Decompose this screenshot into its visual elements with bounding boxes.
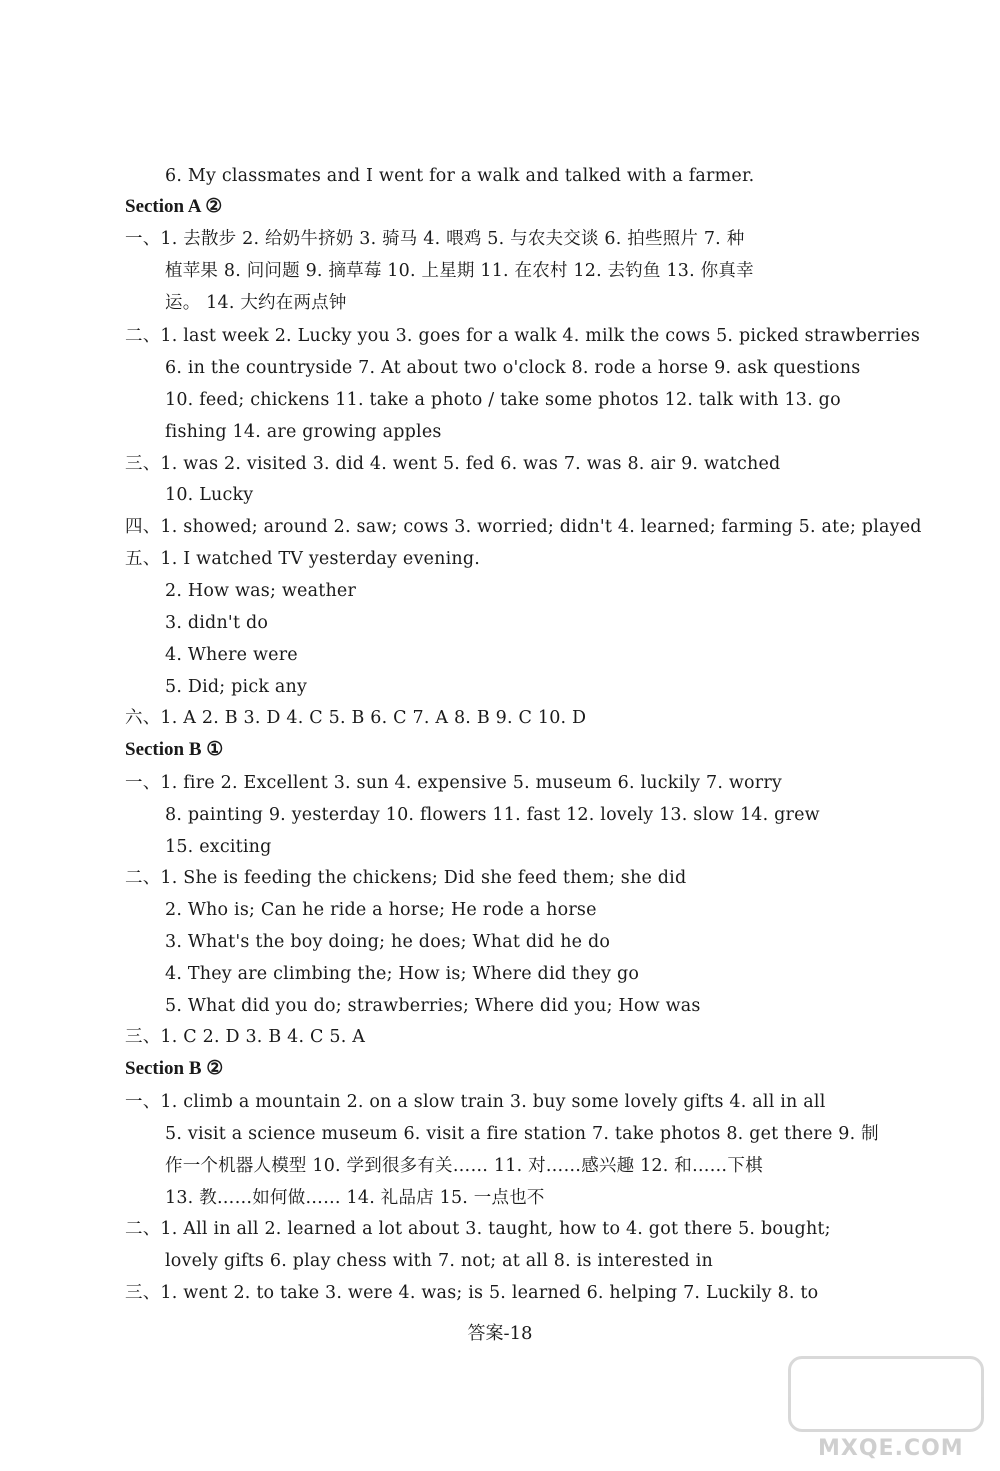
answer-line: 五、1. I watched TV yesterday evening.	[125, 549, 481, 569]
answer-line: 8. painting 9. yesterday 10. flowers 11. fast 12. lovely 13. slow 14. grew	[165, 805, 820, 825]
answer-line: 三、1. C 2. D 3. B 4. C 5. A	[125, 1027, 366, 1047]
answer-line: 5. Did; pick any	[165, 677, 308, 697]
answer-line: 15. exciting	[165, 837, 272, 857]
watermark	[788, 1356, 978, 1461]
answer-line: 二、1. last week 2. Lucky you 3. goes for a walk 4. milk the cows 5. picked strawberries	[125, 326, 921, 346]
watermark-logo-icon	[788, 1356, 984, 1432]
answer-line: 13. 教……如何做…… 14. 礼品店 15. 一点也不	[165, 1188, 545, 1208]
answer-line: 六、1. A 2. B 3. D 4. C 5. B 6. C 7. A 8. B 9. C 10. D	[125, 708, 587, 728]
answer-line: 作一个机器人模型 10. 学到很多有关…… 11. 对……感兴趣 12. 和……下棋	[165, 1156, 763, 1176]
answer-line: 10. feed; chickens 11. take a photo / take some photos 12. talk with 13. go	[165, 390, 841, 410]
answer-line: 2. How was; weather	[165, 581, 357, 601]
answer-line: 一、1. fire 2. Excellent 3. sun 4. expensive 5. museum 6. luckily 7. worry	[125, 773, 782, 793]
page-footer: 答案-18	[467, 1323, 533, 1344]
answer-line: 二、1. All in all 2. learned a lot about 3. taught, how to 4. got there 5. bought;	[125, 1219, 831, 1239]
answer-line: 4. Where were	[165, 645, 298, 665]
answer-line: lovely gifts 6. play chess with 7. not; at all 8. is interested in	[165, 1251, 713, 1271]
watermark-url: MXQE.COM	[818, 1436, 964, 1461]
answer-line: 三、1. was 2. visited 3. did 4. went 5. fed 6. was 7. was 8. air 9. watched	[125, 454, 781, 474]
answer-line: 6. in the countryside 7. At about two o'clock 8. rode a horse 9. ask questions	[165, 358, 861, 378]
answer-line: 植苹果 8. 问问题 9. 摘草莓 10. 上星期 11. 在农村 12. 去钓鱼 13. 你真幸	[165, 261, 754, 281]
answer-line: 三、1. went 2. to take 3. were 4. was; is 5. learned 6. helping 7. Luckily 8. to	[125, 1283, 819, 1303]
answer-line: 3. didn't do	[165, 613, 269, 633]
answer-line: fishing 14. are growing apples	[165, 422, 442, 442]
section-heading: Section A ②	[125, 196, 223, 217]
answer-line: 一、1. 去散步 2. 给奶牛挤奶 3. 骑马 4. 喂鸡 5. 与农夫交谈 6. 拍些照片 7. 种	[125, 229, 745, 249]
answer-line: 3. What's the boy doing; he does; What did he do	[165, 932, 611, 952]
answer-line: 四、1. showed; around 2. saw; cows 3. worried; didn't 4. learned; farming 5. ate; played	[125, 517, 922, 537]
section-heading: Section B ②	[125, 1058, 224, 1079]
answer-line: 5. What did you do; strawberries; Where did you; How was	[165, 996, 701, 1016]
answer-line: 5. visit a science museum 6. visit a fire station 7. take photos 8. get there 9. 制	[165, 1124, 879, 1144]
answer-line: 6. My classmates and I went for a walk and talked with a farmer.	[165, 166, 755, 186]
answer-line: 运。 14. 大约在两点钟	[165, 293, 347, 313]
answer-line: 2. Who is; Can he ride a horse; He rode a horse	[165, 900, 597, 920]
answer-line: 一、1. climb a mountain 2. on a slow train 3. buy some lovely gifts 4. all in all	[125, 1092, 826, 1112]
answer-line: 10. Lucky	[165, 485, 254, 505]
answer-line: 二、1. She is feeding the chickens; Did she feed them; she did	[125, 868, 687, 888]
section-heading: Section B ①	[125, 739, 224, 760]
answer-line: 4. They are climbing the; How is; Where did they go	[165, 964, 640, 984]
